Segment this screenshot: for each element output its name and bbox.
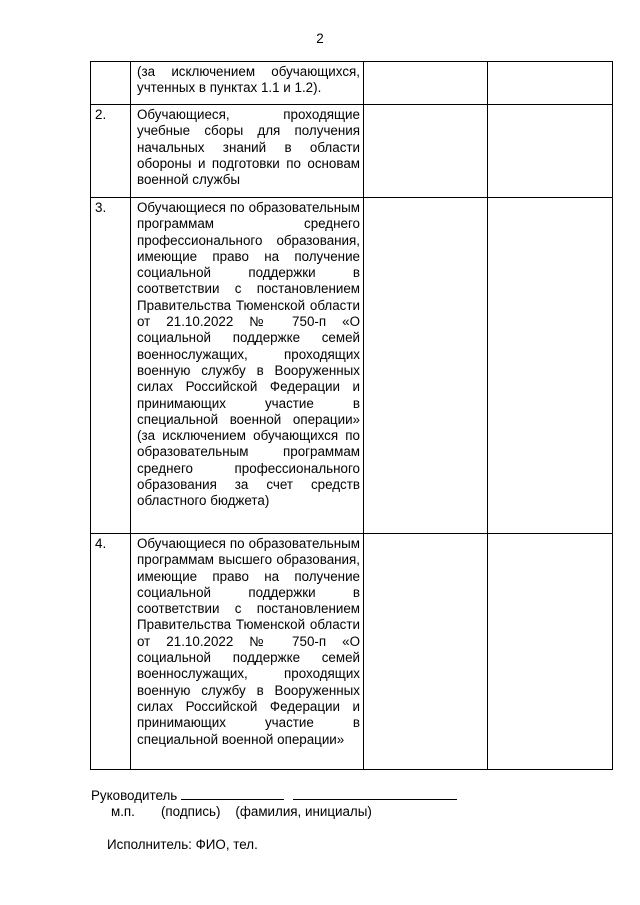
- stamp-caption: м.п.: [111, 804, 135, 819]
- row-number-cell: [91, 62, 131, 105]
- executor-line: Исполнитель: ФИО, тел.: [107, 837, 258, 852]
- row-number: [91, 62, 130, 64]
- empty-cell: [364, 198, 488, 534]
- row-text-cell: [131, 534, 364, 770]
- table-row: [91, 105, 613, 198]
- empty-cell: [488, 198, 613, 534]
- signature-blank: [181, 786, 284, 800]
- empty-cell: [488, 105, 613, 198]
- table-row: [91, 62, 613, 105]
- page-number: 2: [316, 31, 324, 46]
- data-table: [90, 61, 613, 770]
- row-text: Обучающиеся по образовательным программам высшего образования, имеющие право на получение социальной поддержки в соответствии с постановлением Правительства Тюменской области от 21.10.2022 № 750-п «О социальной поддержке семей военнослужащих, проходящих военную службу в Вооруженных силах Российской Федерации и принимающих участие в специальной военной операции»: [137, 536, 360, 747]
- row-number-cell: [91, 198, 131, 534]
- row-text-cell: [131, 62, 364, 105]
- empty-cell: [364, 62, 488, 105]
- row-text-cell: [131, 198, 364, 534]
- empty-cell: [364, 105, 488, 198]
- name-caption: (фамилия, инициалы): [235, 804, 372, 819]
- row-number-cell: [91, 534, 131, 770]
- table-row: [91, 534, 613, 770]
- row-text: Обучающиеся по образовательным программам среднего профессионального образования, имеющие право на получение социальной поддержки в соответствии с постановлением Правительства Тюменской области от 21.10.2022 № 750-п «О социальной поддержке семей военнослужащих, проходящих военную службу в Вооруженных силах Российской Федерации и принимающих участие в специальной военной операции» (за исключением обучающихся по образовательным программам среднего профессионального образования за счет средств областного бюджета): [137, 200, 360, 509]
- empty-cell: [364, 534, 488, 770]
- name-blank: [293, 786, 457, 800]
- signature-caption: (подпись): [160, 804, 221, 819]
- row-text: Обучающиеся, проходящие учебные сборы для получения начальных знаний в области обороны и подготовки по основам военной службы: [137, 107, 360, 188]
- row-number: 4.: [95, 536, 107, 551]
- row-text: (за исключением обучающихся, учтенных в пунктах 1.1 и 1.2).: [137, 64, 360, 96]
- row-number-cell: [91, 105, 131, 198]
- table-row: [91, 198, 613, 534]
- row-number: 3.: [95, 200, 107, 215]
- empty-cell: [488, 62, 613, 105]
- row-number: 2.: [95, 107, 107, 122]
- signature-line: [91, 786, 457, 804]
- row-text-cell: [131, 105, 364, 198]
- empty-cell: [488, 534, 613, 770]
- head-label: Руководитель: [91, 788, 178, 803]
- signature-captions: [111, 803, 372, 820]
